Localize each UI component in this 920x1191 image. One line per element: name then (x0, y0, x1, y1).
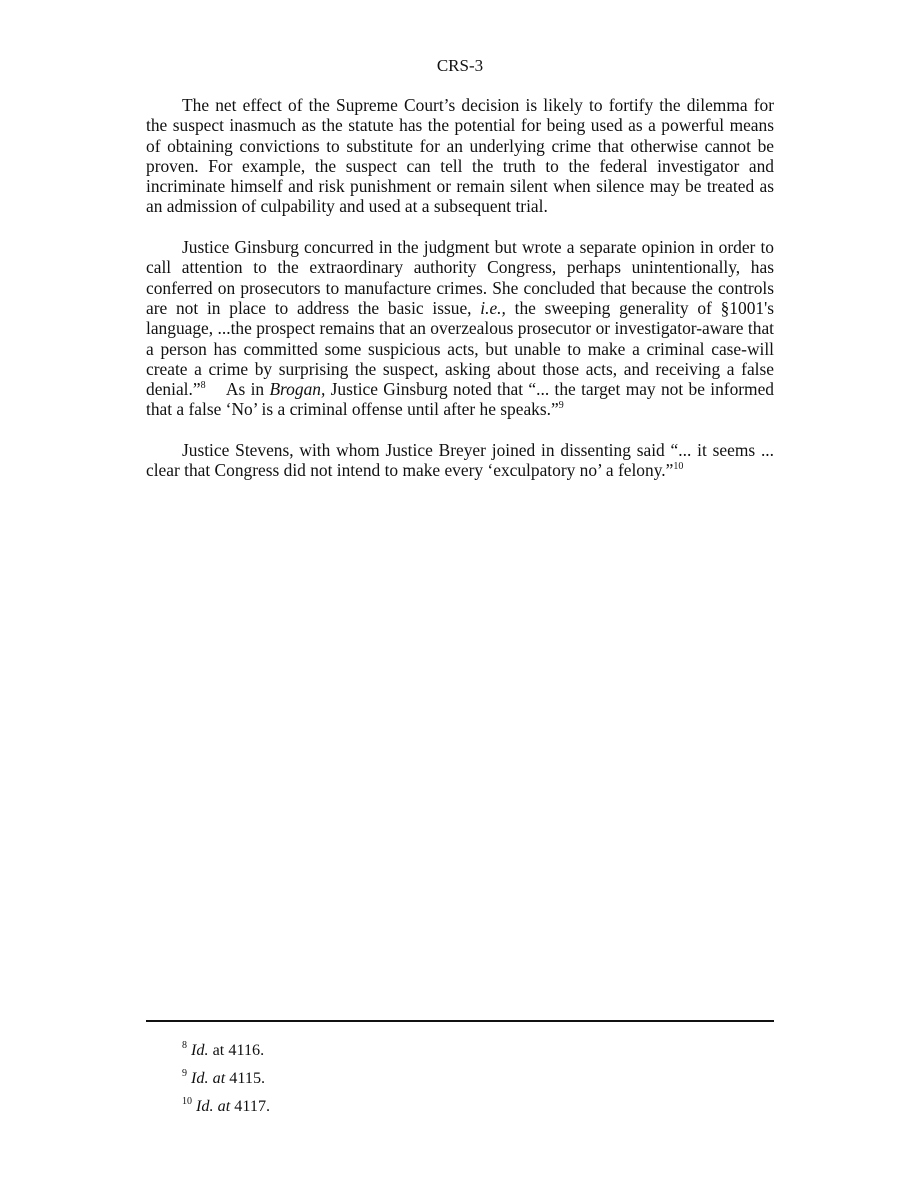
footnote-ref-8: 8 (200, 380, 206, 392)
ginsburg-text-4: Justice Ginsburg noted that “... the target may not be informed that a false ‘No’ is a criminal offense until after he speaks.” (146, 379, 775, 420)
paragraph-stevens (146, 440, 774, 481)
footnote-ref-9: 9 (558, 400, 564, 412)
footnote-number: 9 (182, 1068, 187, 1079)
ginsburg-text-1: Justice Ginsburg concurred in the judgment but wrote a separate opinion in order to call attention to the extraordinary authority Congress, perhaps unintentionally, has conferred on prosecutors to manufacture crimes. She concluded that because the controls are not in place to address the basic issue, (146, 237, 774, 318)
footnote (182, 1040, 742, 1060)
footnote-number: 10 (182, 1096, 192, 1107)
document-body (146, 95, 774, 501)
ginsburg-text-2: the sweeping generality of §1001's language, ...the prospect remains that an overzealous prosecutor or investigator-aware that a person has committed some suspicious acts, but unable to make a criminal case-will create a crime by surprising the suspect, asking about those acts, and receiving a false denial.” (146, 297, 774, 400)
footnote (182, 1096, 742, 1116)
footnote-citation: Id. at (196, 1097, 231, 1115)
footnote-divider (146, 1020, 774, 1022)
footnote-citation: Id. at (191, 1069, 226, 1087)
footnote-citation: Id. (191, 1041, 209, 1059)
footnote-text: at 4116. (208, 1041, 265, 1059)
ginsburg-text-3: As in (205, 379, 270, 400)
case-name-brogan: Brogan, (269, 379, 326, 400)
footnote (182, 1068, 742, 1088)
footnotes-section (182, 1040, 742, 1124)
footnote-number: 8 (182, 1040, 187, 1051)
ie-abbreviation: i.e., (480, 297, 506, 318)
page-header: CRS-3 (436, 56, 484, 75)
paragraph-ginsburg (146, 237, 774, 420)
stevens-text: Justice Stevens, with whom Justice Breyer joined in dissenting said “... it seems ... clear that Congress did not intend to make every ‘exculpatory no’ a felony.” (146, 440, 774, 481)
footnote-ref-10: 10 (673, 461, 684, 473)
footnote-text: 4115. (225, 1069, 266, 1087)
footnote-text: 4117. (230, 1097, 271, 1115)
paragraph-net-effect: The net effect of the Supreme Court’s decision is likely to fortify the dilemma for the suspect inasmuch as the statute has the potential for being used as a powerful means of obtaining convictions to substitute for an underlying crime that otherwise cannot be proven. For example, the suspect can tell the truth to the federal investigator and incriminate himself and risk punishment or remain silent when silence may be treated as an admission of culpability and used at a subsequent trial. (146, 95, 774, 217)
